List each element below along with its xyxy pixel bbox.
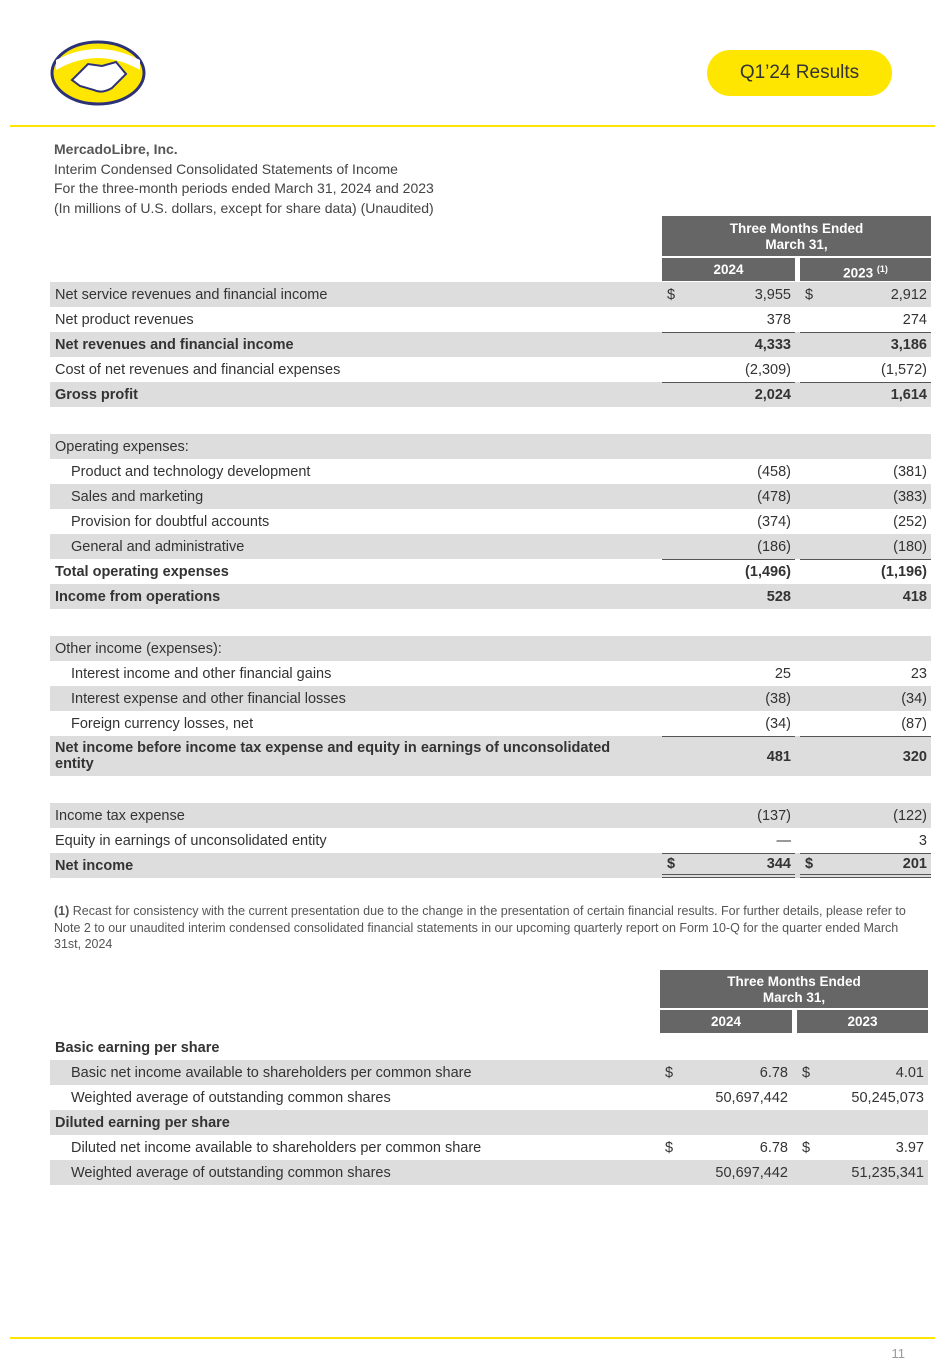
value-cell-v2 xyxy=(800,661,931,686)
row-label: Diluted net income available to shareholders per common share xyxy=(71,1139,482,1156)
table-row xyxy=(50,282,931,307)
mercadolibre-logo xyxy=(50,40,146,106)
value-cell-v2 xyxy=(800,559,931,584)
table-row xyxy=(50,1035,928,1060)
cell-value: — xyxy=(776,832,791,849)
cell-value: 378 xyxy=(766,311,791,328)
cell-value: 4.01 xyxy=(895,1064,924,1081)
table-row xyxy=(50,686,931,711)
table-row xyxy=(50,711,931,736)
currency-symbol: $ xyxy=(667,286,676,303)
value-cell-v2 xyxy=(800,357,931,382)
cell-value: 4,333 xyxy=(754,337,791,353)
eps-col-header-2023: 2023 xyxy=(797,1010,928,1033)
row-label: Weighted average of outstanding common shares xyxy=(71,1164,391,1181)
col-header-2024: 2024 xyxy=(662,258,795,281)
table-row xyxy=(50,434,931,459)
cell-value: 1,614 xyxy=(890,387,927,403)
period-header xyxy=(662,216,931,256)
table-row xyxy=(50,661,931,686)
footnote xyxy=(54,903,924,953)
footer-divider xyxy=(10,1337,935,1339)
value-cell-v1 xyxy=(662,382,795,407)
row-label: Product and technology development xyxy=(71,463,311,480)
value-cell-v2 xyxy=(800,382,931,407)
footnote-mark: (1) xyxy=(54,904,70,918)
row-label: Income from operations xyxy=(55,588,221,605)
cell-value: 23 xyxy=(910,665,927,682)
row-label: Equity in earnings of unconsolidated entity xyxy=(55,832,327,849)
statement-name: Interim Condensed Consolidated Statements of Income xyxy=(54,160,398,177)
table-row xyxy=(50,853,931,878)
cell-value: 50,697,442 xyxy=(715,1164,788,1181)
cell-value: 201 xyxy=(902,856,927,872)
table-row xyxy=(50,357,931,382)
cell-value: 344 xyxy=(766,856,791,872)
value-cell-v2 xyxy=(800,307,931,332)
table-row xyxy=(50,1060,928,1085)
value-cell-v2 xyxy=(800,534,931,559)
cell-value: (34) xyxy=(765,715,791,732)
currency-symbol: $ xyxy=(802,1139,811,1156)
cell-value: 2,024 xyxy=(754,387,791,403)
cell-value: (2,309) xyxy=(745,361,791,378)
cell-value: (458) xyxy=(757,463,791,480)
cell-value: 418 xyxy=(902,588,927,605)
value-cell-v1 xyxy=(662,307,795,332)
company-name: MercadoLibre, Inc. xyxy=(54,141,178,157)
cell-value: 6.78 xyxy=(759,1064,788,1081)
row-label: Basic net income available to shareholders per common share xyxy=(71,1064,472,1081)
value-cell-v1 xyxy=(662,459,795,484)
currency-symbol: $ xyxy=(665,1139,674,1156)
cell-value: 50,697,442 xyxy=(715,1089,788,1106)
value-cell-v2 xyxy=(800,332,931,357)
row-label: Sales and marketing xyxy=(71,488,204,505)
row-label: Interest expense and other financial losses xyxy=(71,690,346,707)
value-cell-v2 xyxy=(797,1085,928,1110)
cell-value: 51,235,341 xyxy=(851,1164,924,1181)
statement-title xyxy=(54,140,434,218)
value-cell-v2 xyxy=(800,686,931,711)
value-cell-v2 xyxy=(800,803,931,828)
cell-value: (381) xyxy=(893,463,927,480)
quarter-results-badge: Q1’24 Results xyxy=(707,50,892,96)
row-label: Provision for doubtful accounts xyxy=(71,513,270,530)
statement-period: For the three-month periods ended March 31, 2024 and 2023 xyxy=(54,180,434,196)
footnote-ref: (1) xyxy=(876,264,888,274)
value-cell-v2 xyxy=(800,711,931,736)
header-divider xyxy=(10,125,935,127)
row-spacer xyxy=(50,407,931,434)
table-row xyxy=(50,382,931,407)
value-cell-v1 xyxy=(662,509,795,534)
value-cell-v1 xyxy=(662,357,795,382)
value-cell-v2 xyxy=(800,484,931,509)
row-spacer xyxy=(50,776,931,803)
value-cell-v2 xyxy=(800,853,931,878)
value-cell-v2 xyxy=(797,1160,928,1185)
table-row xyxy=(50,509,931,534)
currency-symbol: $ xyxy=(805,856,814,872)
cell-value: 3,186 xyxy=(890,337,927,353)
eps-period-header xyxy=(660,970,928,1008)
currency-symbol: $ xyxy=(802,1064,811,1081)
value-cell-v2 xyxy=(800,509,931,534)
row-label: Diluted earning per share xyxy=(55,1114,230,1131)
value-cell-v1 xyxy=(662,828,795,853)
value-cell-v1 xyxy=(662,584,795,609)
cell-value: 3 xyxy=(918,832,927,849)
table-row xyxy=(50,1160,928,1185)
table-row xyxy=(50,584,931,609)
value-cell-v1 xyxy=(662,559,795,584)
value-cell-v1 xyxy=(662,661,795,686)
value-cell-v1 xyxy=(662,282,795,307)
table-row xyxy=(50,803,931,828)
row-label: Cost of net revenues and financial expenses xyxy=(55,361,341,378)
table-row xyxy=(50,307,931,332)
value-cell-v2 xyxy=(800,282,931,307)
table-row xyxy=(50,1085,928,1110)
cell-value: 50,245,073 xyxy=(851,1089,924,1106)
value-cell-v1 xyxy=(660,1060,792,1085)
table-row xyxy=(50,459,931,484)
cell-value: 6.78 xyxy=(759,1139,788,1156)
row-label: Gross profit xyxy=(55,386,138,403)
value-cell-v1 xyxy=(660,1085,792,1110)
value-cell-v2 xyxy=(797,1060,928,1085)
table-row xyxy=(50,1135,928,1160)
row-label: Foreign currency losses, net xyxy=(71,715,254,732)
row-label: Income tax expense xyxy=(55,807,185,824)
cell-value: (122) xyxy=(893,807,927,824)
currency-symbol: $ xyxy=(667,856,676,872)
row-label: Operating expenses: xyxy=(55,438,189,455)
cell-value: 528 xyxy=(766,588,791,605)
value-cell-v1 xyxy=(662,534,795,559)
table-row xyxy=(50,534,931,559)
cell-value: 25 xyxy=(774,665,791,682)
value-cell-v1 xyxy=(662,803,795,828)
cell-value: 274 xyxy=(902,311,927,328)
value-cell-v2 xyxy=(800,584,931,609)
table-row xyxy=(50,828,931,853)
value-cell-v1 xyxy=(662,736,795,776)
value-cell-v1 xyxy=(662,484,795,509)
cell-value: (186) xyxy=(757,538,791,555)
table-row xyxy=(50,736,931,776)
row-label: General and administrative xyxy=(71,538,245,555)
cell-value: 481 xyxy=(766,748,791,765)
row-label: Basic earning per share xyxy=(55,1039,220,1056)
table-row xyxy=(50,332,931,357)
eps-col-header-2024: 2024 xyxy=(660,1010,792,1033)
period-header-line: March 31, xyxy=(762,990,826,1005)
cell-value: (34) xyxy=(901,690,927,707)
cell-value: (383) xyxy=(893,488,927,505)
cell-value: (252) xyxy=(893,513,927,530)
value-cell-v2 xyxy=(800,459,931,484)
cell-value: 3,955 xyxy=(754,286,791,303)
cell-value: 3.97 xyxy=(895,1139,924,1156)
row-label: Total operating expenses xyxy=(55,563,229,580)
table-row xyxy=(50,636,931,661)
period-header-line: Three Months Ended xyxy=(729,221,864,236)
cell-value: (38) xyxy=(765,690,791,707)
currency-symbol: $ xyxy=(665,1064,674,1081)
value-cell-v1 xyxy=(662,332,795,357)
eps-table xyxy=(50,1035,928,1185)
cell-value: (87) xyxy=(901,715,927,732)
row-spacer xyxy=(50,609,931,636)
col-header-2023 xyxy=(800,258,931,281)
cell-value: 320 xyxy=(902,748,927,765)
income-statement-table xyxy=(50,282,931,878)
row-label: Weighted average of outstanding common shares xyxy=(71,1089,391,1106)
value-cell-v1 xyxy=(662,686,795,711)
period-header-line: March 31, xyxy=(765,237,828,252)
cell-value: (180) xyxy=(893,538,927,555)
row-label: Other income (expenses): xyxy=(55,640,222,657)
value-cell-v1 xyxy=(662,853,795,878)
statement-units: (In millions of U.S. dollars, except for share data) (Unaudited) xyxy=(54,199,434,216)
row-label: Net product revenues xyxy=(55,311,194,328)
value-cell-v1 xyxy=(660,1160,792,1185)
value-cell-v2 xyxy=(800,828,931,853)
value-cell-v2 xyxy=(800,736,931,776)
cell-value: 2,912 xyxy=(890,286,927,303)
table-row xyxy=(50,484,931,509)
value-cell-v1 xyxy=(662,711,795,736)
col-header-2023-label: 2023 xyxy=(843,265,874,281)
row-label: Net revenues and financial income xyxy=(55,336,294,353)
value-cell-v2 xyxy=(797,1135,928,1160)
cell-value: (1,196) xyxy=(881,564,927,580)
cell-value: (1,496) xyxy=(745,564,791,580)
table-row xyxy=(50,559,931,584)
cell-value: (1,572) xyxy=(881,361,927,378)
period-header-line: Three Months Ended xyxy=(727,974,861,989)
row-label: Net income xyxy=(55,857,134,874)
page-number: 11 xyxy=(891,1346,905,1361)
value-cell-v1 xyxy=(660,1135,792,1160)
row-label: Net service revenues and financial income xyxy=(55,286,328,303)
row-label: Net income before income tax expense and equity in earnings of unconsolidated entity xyxy=(55,740,611,772)
table-row xyxy=(50,1110,928,1135)
footnote-text: Recast for consistency with the current presentation due to the change in the presentation of certain financial results. For further details, please refer to Note 2 to our unaudited interim condensed consolidated financial statements in our upcoming quarterly report on Form 10-Q for the quarter ended March 31st, 2024 xyxy=(54,904,906,951)
cell-value: (478) xyxy=(757,488,791,505)
cell-value: (374) xyxy=(757,513,791,530)
row-label: Interest income and other financial gains xyxy=(71,665,332,682)
cell-value: (137) xyxy=(757,807,791,824)
currency-symbol: $ xyxy=(805,286,814,303)
